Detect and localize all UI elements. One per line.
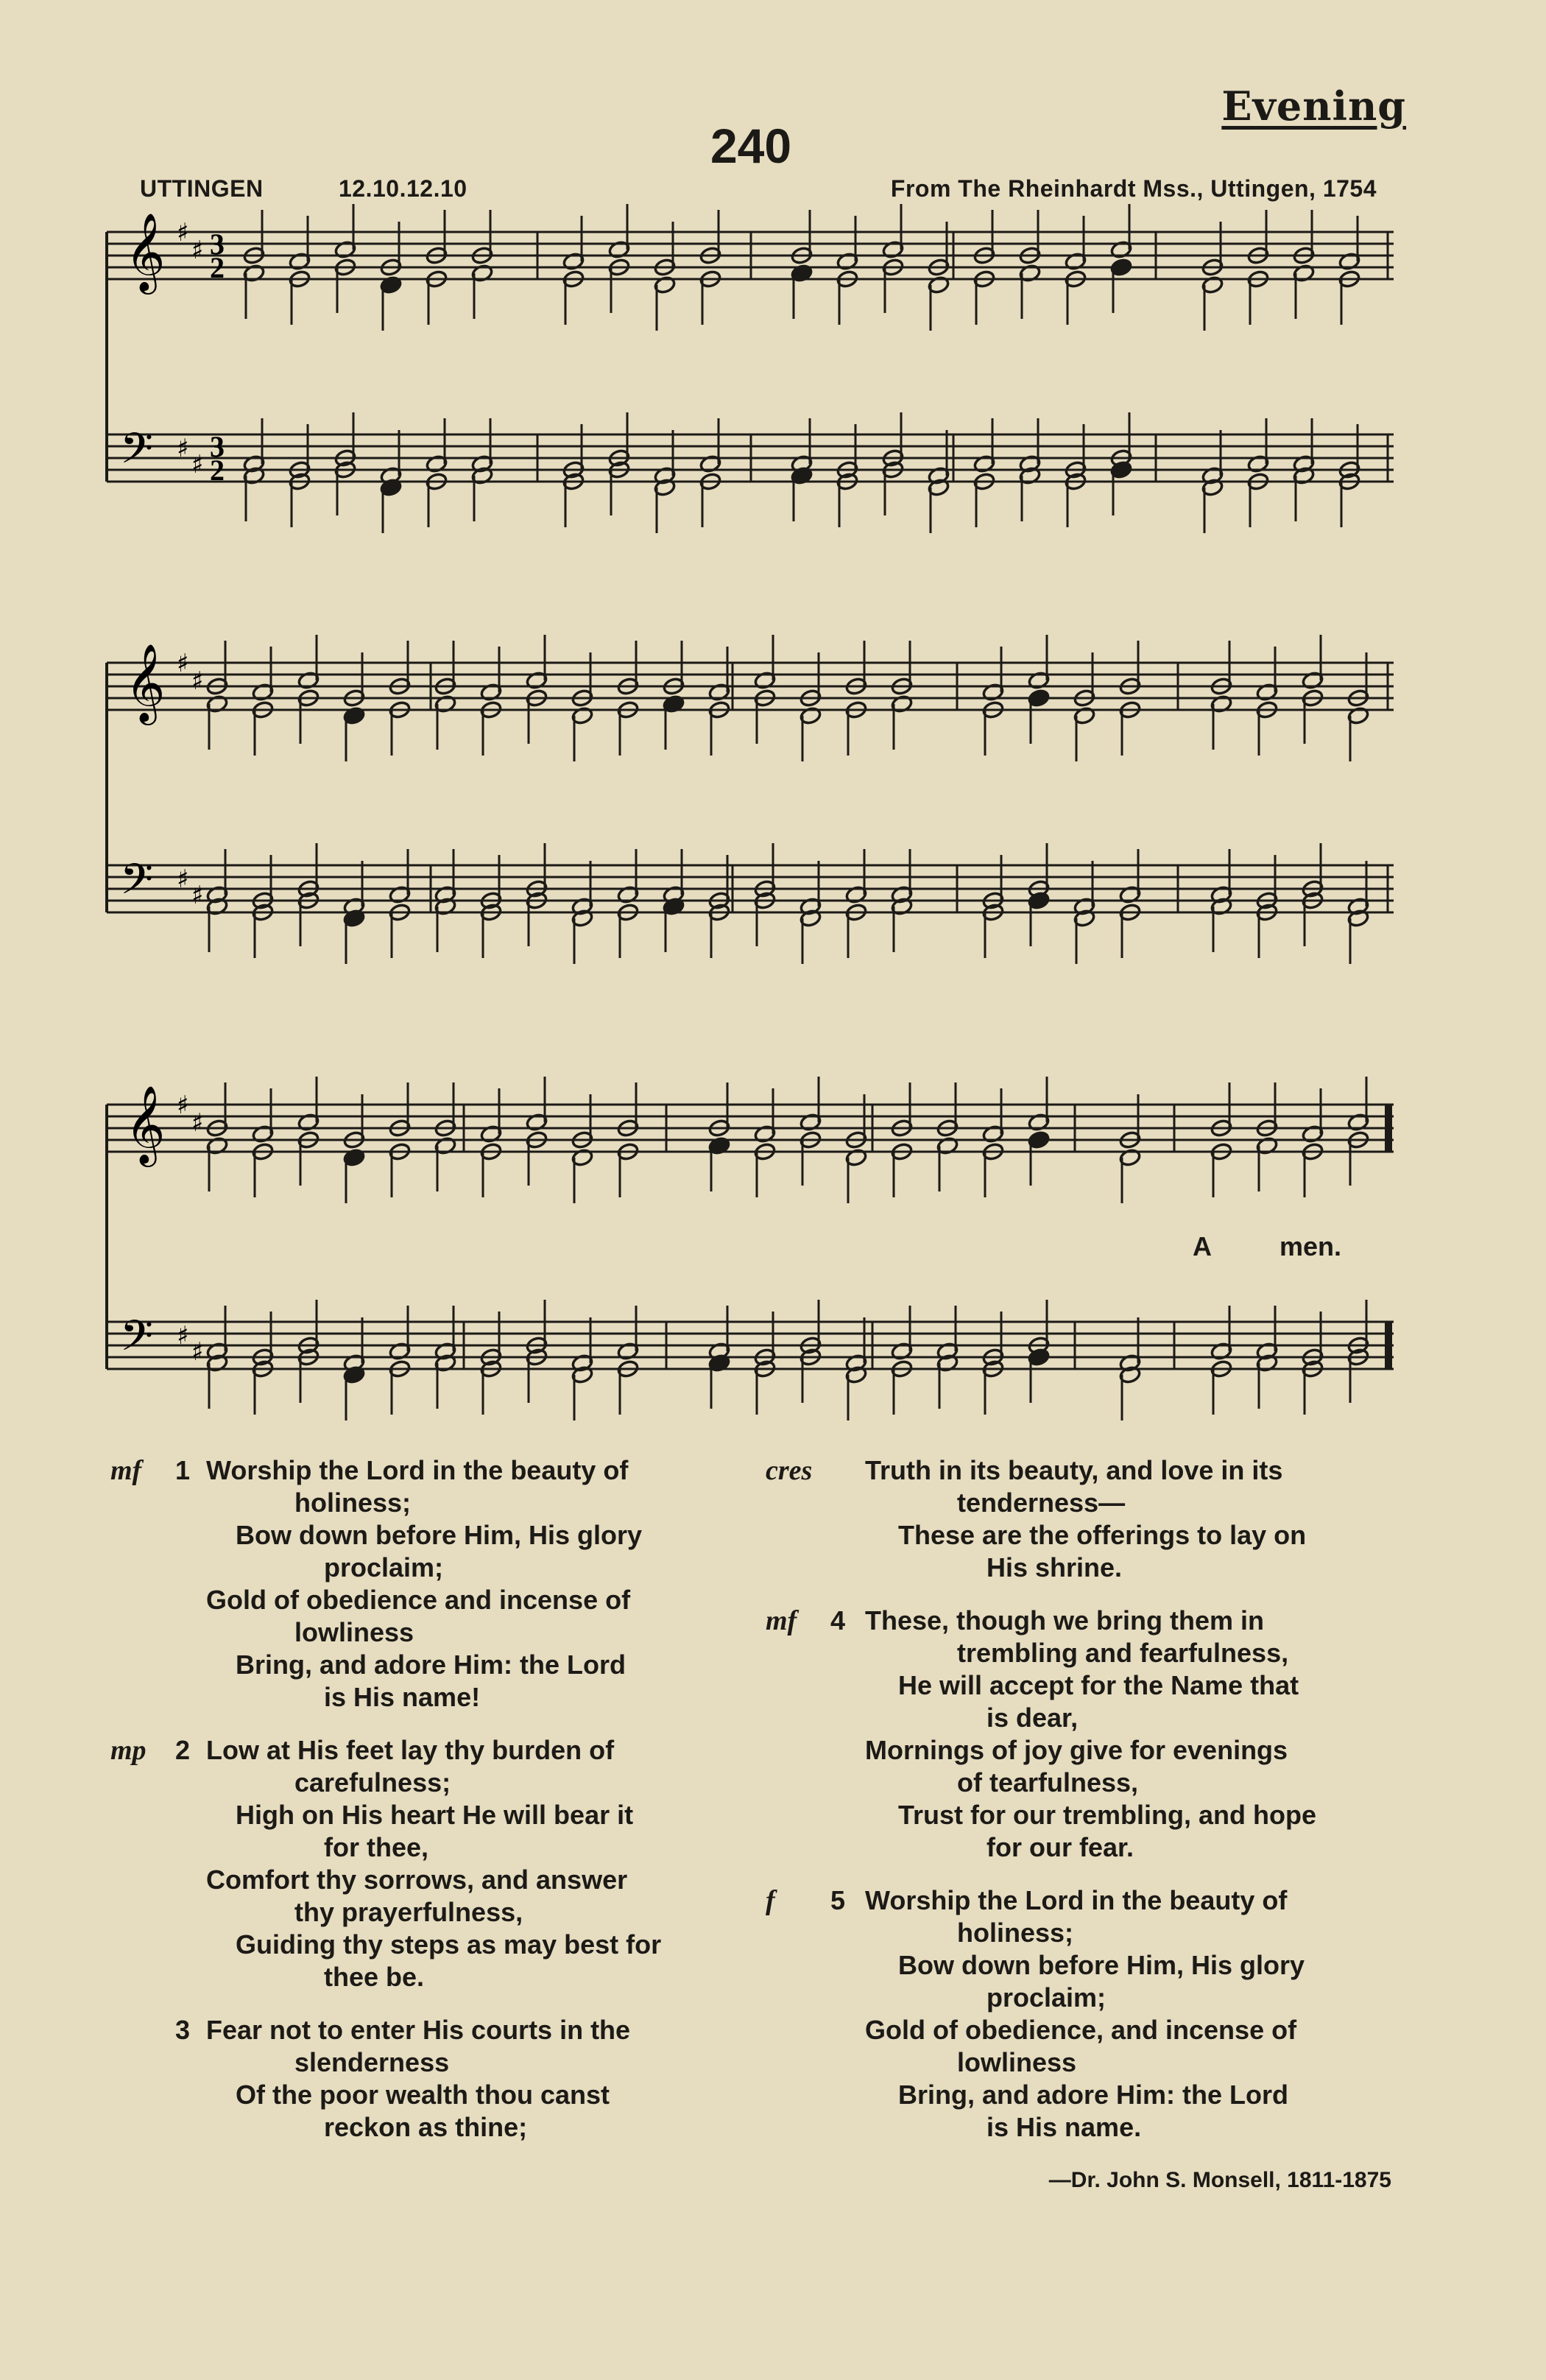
verse-line: High on His heart He will bear it	[236, 1800, 634, 1830]
verse-line: holiness;	[294, 1488, 412, 1518]
verse-line: of tearfulness,	[957, 1767, 1139, 1798]
verse-line: Comfort thy sorrows, and answer	[206, 1865, 628, 1895]
verse-line: Worship the Lord in the beauty of	[865, 1885, 1288, 1915]
final-barline	[1385, 1105, 1392, 1152]
verse-number: 2	[175, 1735, 191, 1765]
hymn-number: 240	[710, 119, 792, 173]
key-signature-sharp: ♯	[191, 881, 204, 910]
amen-syllable-2: men.	[1279, 1231, 1342, 1261]
key-signature-sharp: ♯	[191, 236, 204, 265]
stanza	[110, 2014, 744, 2144]
verse-line: thee be.	[324, 1962, 425, 1992]
verse-line: These, though we bring them in	[865, 1605, 1265, 1636]
meter: 12.10.12.10	[339, 175, 467, 202]
verse-line: Bow down before Him, His glory	[236, 1520, 643, 1550]
stanza	[766, 1605, 1413, 1864]
stanza	[766, 1884, 1413, 2144]
dynamic-marking: cres	[766, 1455, 813, 1486]
verse-number: 1	[175, 1455, 191, 1485]
verse-line: Of the poor wealth thou canst	[236, 2080, 610, 2110]
verse-line: is dear,	[986, 1703, 1079, 1733]
stanza	[766, 1454, 1413, 1584]
key-signature-sharp: ♯	[177, 434, 189, 463]
treble-clef: 𝄞	[125, 1085, 166, 1163]
verse-line: Low at His feet lay thy burden of	[206, 1735, 615, 1765]
section-title: Evening	[1221, 82, 1406, 130]
key-signature-sharp: ♯	[177, 218, 189, 247]
verse-line: reckon as thine;	[324, 2112, 528, 2142]
bass-clef: 𝄢	[120, 423, 154, 484]
verse-line: proclaim;	[324, 1552, 444, 1582]
verses-right-column	[766, 1454, 1413, 2197]
bass-clef: 𝄢	[120, 854, 154, 915]
verse-line: Fear not to enter His courts in the	[206, 2015, 631, 2045]
verses-left-column	[110, 1454, 744, 2164]
verse-line: Guiding thy steps as may best for	[236, 1929, 662, 1960]
time-signature: 3	[210, 430, 225, 463]
key-signature-sharp: ♯	[191, 450, 204, 479]
verse-line: Bring, and adore Him: the Lord	[236, 1650, 626, 1680]
treble-clef: 𝄞	[125, 212, 166, 291]
verse-line: is His name.	[986, 2112, 1142, 2142]
verse-line: Gold of obedience, and incense of	[865, 2015, 1297, 2045]
tune-source: From The Rheinhardt Mss., Uttingen, 1754	[890, 175, 1377, 202]
key-signature-sharp: ♯	[191, 1108, 204, 1138]
dynamic-marking: mp	[110, 1735, 147, 1766]
key-signature-sharp: ♯	[191, 666, 204, 696]
time-signature: 2	[210, 251, 225, 284]
author-credit: —Dr. John S. Monsell, 1811-1875	[1048, 2168, 1391, 2192]
bass-clef: 𝄢	[120, 1311, 154, 1371]
key-signature-sharp: ♯	[177, 649, 189, 678]
verse-line: tenderness—	[957, 1488, 1126, 1518]
key-signature-sharp: ♯	[177, 1091, 189, 1120]
verse-line: proclaim;	[986, 1982, 1106, 2013]
verse-line: is His name!	[324, 1682, 481, 1712]
dynamic-marking: mf	[110, 1455, 142, 1486]
verse-line: Mornings of joy give for evenings	[865, 1735, 1288, 1765]
verse-number: 5	[830, 1885, 846, 1915]
amen-syllable-1: A	[1193, 1231, 1212, 1261]
verse-line: Trust for our trembling, and hope	[898, 1800, 1317, 1830]
verse-line: holiness;	[957, 1918, 1074, 1948]
verse-line: slenderness	[294, 2047, 450, 2077]
stanza	[110, 1734, 744, 1993]
verse-line: He will accept for the Name that	[898, 1670, 1299, 1700]
verse-line: Bow down before Him, His glory	[898, 1950, 1305, 1980]
verse-line: carefulness;	[294, 1767, 451, 1798]
verse-line: thy prayerfulness,	[294, 1897, 523, 1927]
final-barline	[1385, 1322, 1392, 1369]
verse-line: Bring, and adore Him: the Lord	[898, 2080, 1289, 2110]
verse-line: lowliness	[957, 2047, 1077, 2077]
stanza	[110, 1454, 744, 1714]
dynamic-marking: mf	[766, 1605, 797, 1636]
key-signature-sharp: ♯	[191, 1337, 204, 1367]
key-signature-sharp: ♯	[177, 865, 189, 894]
treble-clef: 𝄞	[125, 643, 166, 722]
verse-line: Truth in its beauty, and love in its	[865, 1455, 1283, 1485]
verse-line: Gold of obedience and incense of	[206, 1585, 631, 1615]
dynamic-marking: f	[766, 1885, 775, 1916]
key-signature-sharp: ♯	[177, 1321, 189, 1351]
tune-name: UTTINGEN	[140, 175, 264, 202]
verse-line: These are the offerings to lay on	[898, 1520, 1307, 1550]
time-signature: 2	[210, 454, 225, 487]
verse-line: His shrine.	[986, 1552, 1123, 1582]
verse-number: 3	[175, 2015, 191, 2045]
verse-number: 4	[830, 1605, 846, 1636]
verse-line: for thee,	[324, 1832, 429, 1862]
verse-line: Worship the Lord in the beauty of	[206, 1455, 629, 1485]
verse-line: trembling and fearfulness,	[957, 1638, 1289, 1668]
verse-line: for our fear.	[986, 1832, 1134, 1862]
verse-line: lowliness	[294, 1617, 414, 1647]
time-signature: 3	[210, 228, 225, 261]
